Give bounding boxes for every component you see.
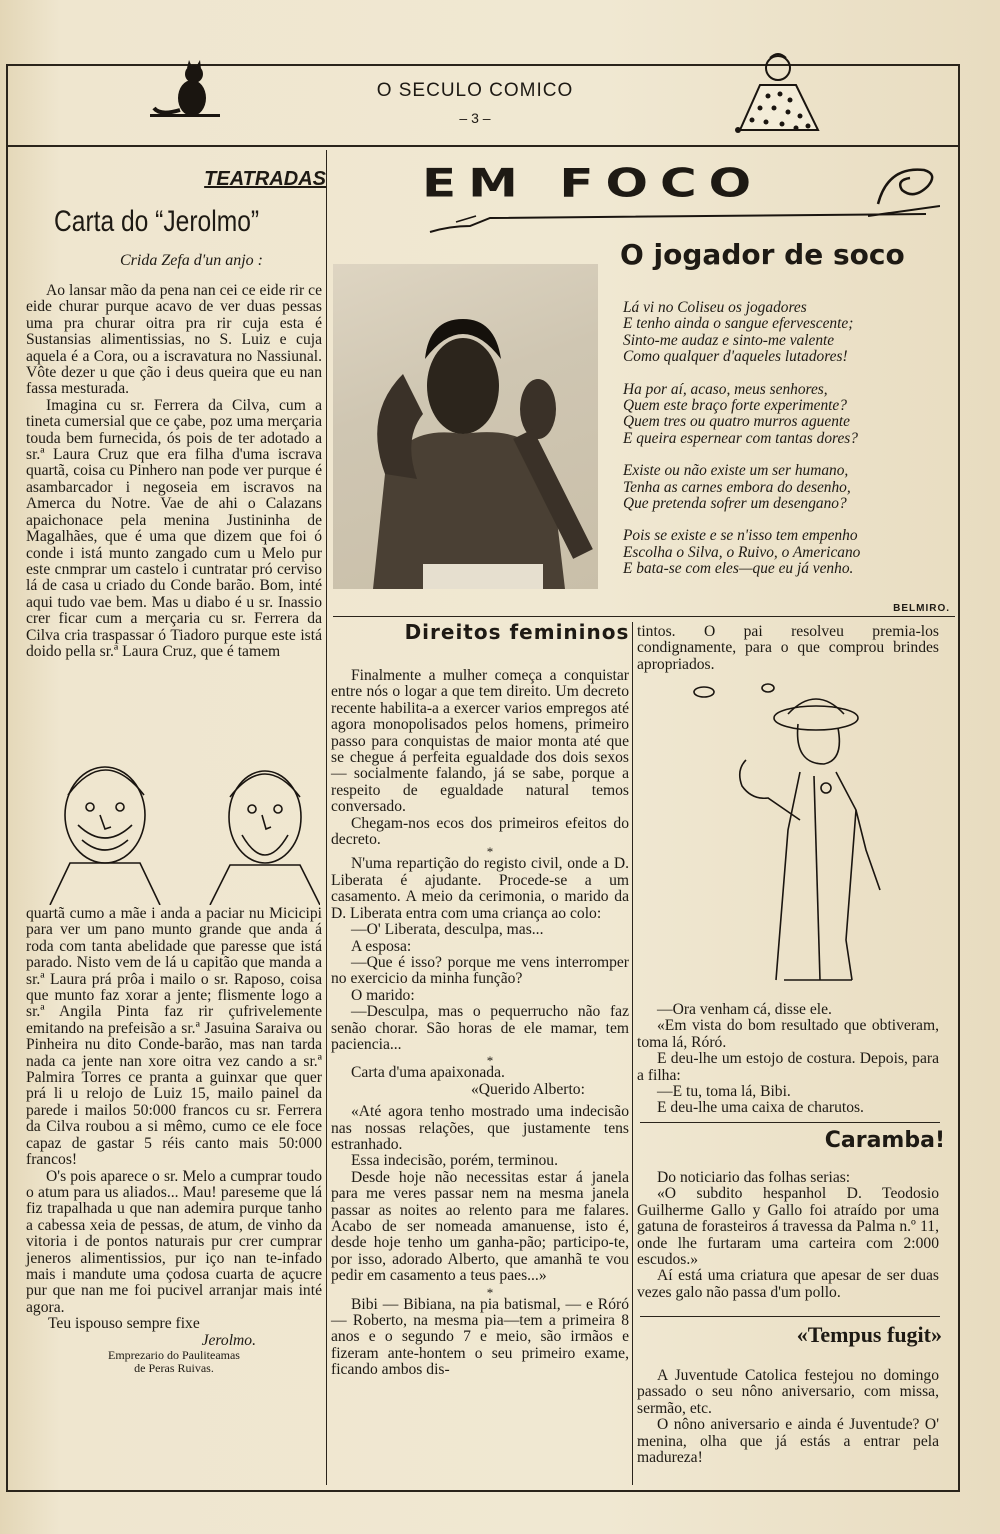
direitos-paragraph: N'uma repartição do registo civil, onde a D. Liberata é ajudante. Procede-se a um casamento. A meio da cerimonia, o marido da D. Liberata entra com uma criança ao colo:	[331, 855, 629, 922]
section-tag-teatradas: TEATRADAS	[204, 168, 326, 190]
boxer-figure	[333, 264, 598, 589]
poem-title: O jogador de soco	[620, 238, 905, 271]
poem-stanza	[623, 300, 943, 366]
carta-paragraph: Ao lansar mão da pena nan cei ce eide rir ce eide churar purque acavo de ver duas pessas uma pra churar oitra pra rir cuja esta é Sustansias alimentissias, no S. Luiz e cuja aquela é a Cora, ou a iscravatura no Nassiunal. Vôte dezer u que ção i deus queira que eu nan fassa mesturada.	[26, 282, 322, 398]
direitos-paragraph: —Desculpa, mas o pequerrucho não faz senão chorar. São horas de ele mamar, tem paciencia...	[331, 1003, 629, 1053]
poem-author: BELMIRO.	[893, 603, 950, 614]
poem-line: E queira espernear com tantas dores?	[623, 429, 858, 447]
letter-greeting: Crida Zefa d'un anjo :	[120, 252, 263, 269]
direitos-paragraph: —Que é isso? porque me vens interromper no exercicio da minha função?	[331, 953, 629, 988]
poem-line: Tenha as carnes embora do desenho,	[623, 478, 851, 496]
right-border	[958, 66, 960, 1492]
poem-line: Como qualquer d'aqueles lutadores!	[623, 348, 848, 366]
woman-illustration	[680, 680, 920, 1000]
separator-asterisk: *	[486, 1284, 494, 1300]
separator-asterisk: *	[486, 844, 494, 860]
left-border	[6, 66, 8, 1492]
column-divider-left	[326, 150, 327, 1485]
bottom-border	[6, 1490, 960, 1492]
poem-stanza	[623, 382, 943, 448]
section-rule	[640, 1122, 940, 1123]
direitos-paragraph: «Até agora tenho mostrado uma indecisão nas nossas relações, que justamente tens estranhado.	[331, 1103, 629, 1153]
direitos-paragraph: O marido:	[351, 986, 415, 1004]
tempus-paragraph: A Juventude Catolica festejou no domingo passado o seu nôno aniversario, com missa, sermão, etc.	[637, 1367, 939, 1417]
direitos-paragraph: Carta d'uma apaixonada.	[351, 1064, 505, 1082]
direitos-paragraph: E deu-lhe uma caixa de charutos.	[657, 1099, 864, 1117]
direitos-paragraph: Chegam-nos ecos dos primeiros efeitos do decreto.	[331, 814, 629, 849]
direitos-paragraph: A esposa:	[351, 937, 412, 955]
direitos-continued-top	[637, 624, 939, 673]
direitos-paragraph: «Em vista do bom resultado que obtiveram, toma lá, Róró.	[637, 1017, 939, 1051]
poem-line: Lá vi no Coliseu os jogadores	[623, 299, 807, 316]
direitos-paragraph: —O' Liberata, desculpa, mas...	[351, 921, 544, 939]
poem-line: Ha por aí, acaso, meus senhores,	[623, 380, 828, 398]
poem-line: Sinto-me audaz e sinto-me valente	[623, 331, 835, 349]
direitos-paragraph: tintos. O pai resolveu premia-los condignamente, para o que comprou brindes apropriados.	[637, 623, 939, 673]
poem-line: E tenho ainda o sangue efervescente;	[623, 315, 854, 333]
tempus-paragraph: O nôno aniversario e ainda é Juventude? O' menina, olha que já estás a entrar pela madureza!	[637, 1416, 939, 1467]
article-title-tempus: «Tempus fugit»	[796, 1322, 942, 1347]
article-title-carta: Carta do “Jerolmo”	[54, 205, 260, 238]
article-title-caramba: Caramba!	[824, 1128, 945, 1153]
carta-paragraph: Imagina cu sr. Ferrera da Cilva, cum a tineta cumersial que ce çabe, poz uma merçaria touda bem furnecida, ós pois de ter adotado a sr.ª Laura Cruz que era filha d'uma iscrava quartã, coisa cu Pinhero nan pode ver purque é asambarcador i negoseia em iscravos na Amerca du Notre. Vae de ahi o Calazans apaichonace pela menina Justininha de Magalhães, que é uma que dizem que foi ó conde i istá munto zangado cum u Melo pur este cnmprar um castelo i cuntratar pró cerviso lá de casa u criado du Conde barão. Bom, inté aqui tudo vae bem. Mas u diabo é u sr. Inassio crer ficar cum a merçaria cu sr. Ferrera da Cilva cria traspassar ó Tiadoro purque este istá doido pella sr.ª Laura Cruz, que é tamem	[26, 396, 322, 660]
header-rule	[6, 145, 960, 147]
direitos-paragraph: «Querido Alberto:	[471, 1080, 585, 1098]
direitos-paragraph: Bibi — Bibiana, na pia batismal, — e Róró — Roberto, na mesma pia—tem a primeira 8 anos e o segundo 7 e meio, são irmãos e fizeram ante-hontem o seu primeiro exame, ficando ambos dis-	[331, 1295, 629, 1379]
direitos-continued-bottom	[637, 1002, 939, 1117]
poem-line: Que pretenda sofrer um desengano?	[623, 495, 847, 513]
carta-body-top	[26, 283, 322, 660]
tempus-body	[637, 1368, 939, 1466]
caramba-body	[637, 1170, 939, 1301]
direitos-paragraph: E deu-lhe um estojo de costura. Depois, para a filha:	[637, 1050, 939, 1084]
carta-signature: Jerolmo.	[201, 1331, 256, 1349]
poem-line: Existe ou não existe um ser humano,	[623, 462, 849, 480]
poem-body	[623, 300, 943, 594]
poem-stanza	[623, 463, 943, 512]
carta-body-bottom	[26, 906, 322, 1375]
signoff-line: Emprezario do Pauliteamas	[108, 1347, 240, 1362]
direitos-paragraph: Desde hoje não necessitas estar á janela para me veres passar nem na mesma janela passar as noites ao relento para me falares. Acabo de ser nomeada amanuense, isto é, desde hoje tenho um ganha-pão; participo-te, por isso, adorado Alberto, que amanhã te vou pedir em casamento a teus paes...»	[331, 1168, 629, 1285]
separator-asterisk: *	[486, 1053, 494, 1069]
caramba-paragraph: Aí está uma criatura que apesar de ser duas vezes galo não passa d'um pollo.	[637, 1267, 939, 1301]
direitos-paragraph: —Ora venham cá, disse ele.	[657, 1001, 832, 1018]
column-divider-right	[632, 622, 633, 1485]
em-foco-bottom-rule	[333, 616, 955, 617]
signoff-line: de Peras Ruivas.	[134, 1360, 214, 1375]
direitos-paragraph: —E tu, toma lá, Bibi.	[657, 1083, 791, 1101]
page-number: – 3 –	[459, 110, 491, 126]
black-cat-icon	[150, 58, 220, 120]
em-foco-banner: EM FOCO	[422, 160, 764, 207]
section-rule	[640, 1316, 940, 1317]
swoosh-flourish-icon	[426, 208, 926, 238]
carta-closing: Teu ispouso sempre fixe	[48, 1315, 200, 1333]
poem-stanza	[623, 528, 943, 577]
carta-paragraph: O's pois aparece o sr. Melo a cumprar toudo o atum para us aliados... Mau! pareseme que lá fiz trapalhada u que nan ademira purque tanho a cabessa xeia de pessas, de atum, de vinho da vitoria i de pontos naturais pur crer cumprar jeneros alimentissios, pur iço nan te-infado mais i mandute uma çodosa cuarta de açucre pur que nan me foi pucivel arranjar mais inté agora.	[26, 1167, 322, 1316]
article-title-direitos: Direitos femininos	[404, 620, 630, 644]
caricature-illustration	[30, 745, 320, 905]
newspaper-title: O SECULO COMICO	[376, 80, 574, 101]
poem-line: Pois se existe e se n'isso tem empenho	[623, 527, 858, 545]
caramba-paragraph: «O subdito hespanhol D. Teodosio Guilherme Gallo y Gallo foi atraído por uma gatuna de forasteiros á travessa da Palma n.º 11, onde lhe furtaram uma carteira com 2:000 escudos.»	[637, 1185, 939, 1269]
poem-line: E bata-se com eles—que eu já venho.	[623, 560, 854, 578]
poem-line: Quem tres ou quatro murros aguente	[623, 413, 850, 431]
boxer-photograph	[333, 264, 598, 589]
polka-dot-doll-icon	[730, 50, 825, 138]
caramba-paragraph: Do noticiario das folhas serias:	[657, 1169, 851, 1186]
direitos-body	[331, 668, 629, 1379]
direitos-paragraph: Essa indecisão, porém, terminou.	[351, 1152, 558, 1170]
poem-line: Quem este braço forte experimente?	[623, 397, 847, 415]
carta-paragraph: quartã cumo a mãe i anda a paciar nu Micicipi para ver um pano munto grande que anda á roda com tanta abelidade que paresse que istá parado. Nisto vem de lá u capitão que manda a sr.ª Laura prá prôa i mailo o sr. Raposo, coisa que munto faz xorar a jente; flismente logo a sr.ª Angila Pinta faz rir çufrivelemente emitando na prefeisão a sr.ª Jasuina Saraiva ou Pinheira nu dito Conde-barão, mas nan tarda nada ca jente nan xore oitra vez cando a sr.ª Palmira Torres ce pranta a guinxar que quer prá li u relojo de Luiz 15, mailo painel da parede i mailos 50:000 francos cu sr. Ferrera da Cilva roubou a si mêmo, cumo ce ele foce capaz de gastar 5 réis canto mais 50:000 francos!	[26, 905, 322, 1169]
direitos-paragraph: Finalmente a mulher começa a conquistar entre nós o logar a que tem direito. Um decreto recente habilita-a a exercer varios empregos até agora monopolisados pelos homens, primeiro passo para conquistas de maior monta até que se chegue á perfeita egualdade dos dois sexos — socialmente falando, já se sabe, porque a respeito de egualdade natural temos conversado.	[331, 667, 629, 816]
poem-line: Escolha o Silva, o Ruivo, o Americano	[623, 543, 861, 561]
